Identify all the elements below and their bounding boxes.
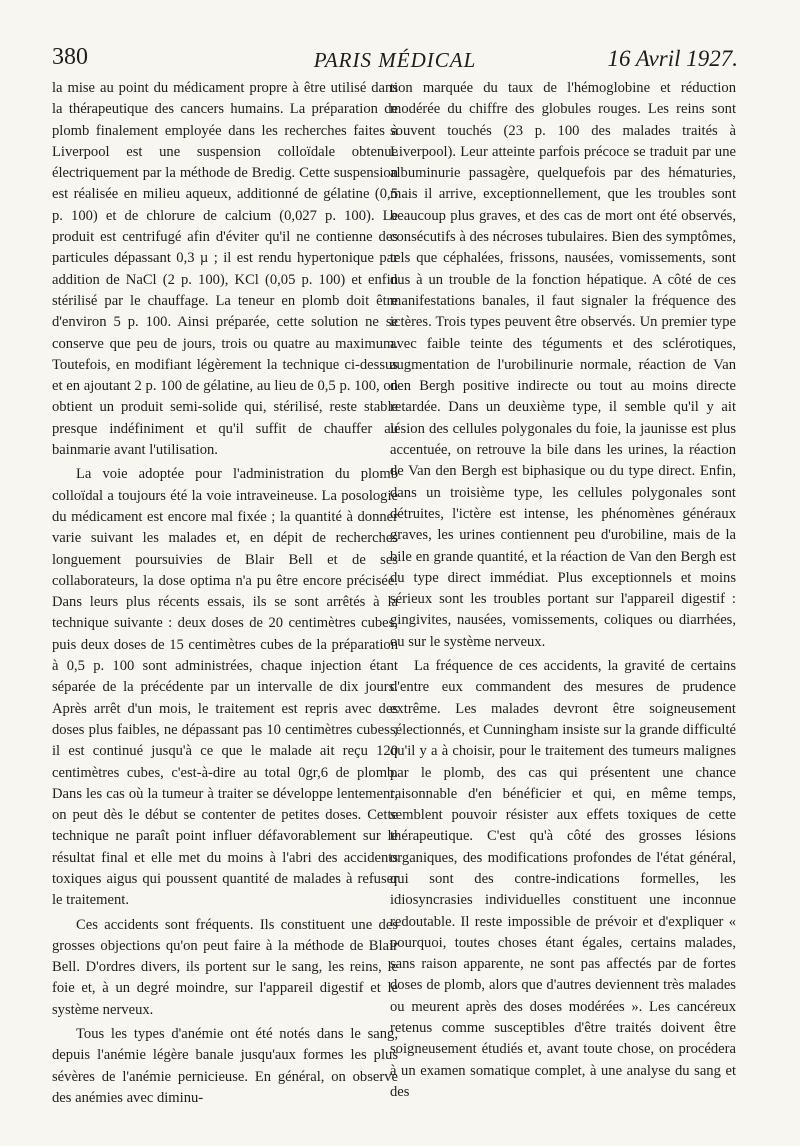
page-number: 380	[52, 44, 88, 70]
page-header	[52, 44, 738, 78]
paragraph: Ces accidents sont fréquents. Ils constituent une des grosses objections qu'on peut faire à la méthode de Blair Bell. D'ordres divers, ils portent sur le sang, les reins, le foie et, à un degré moindre, sur l'appareil digestif et le système nerveux.	[52, 916, 398, 1018]
paragraph: la mise au point du médicament propre à être utilisé dans la thérapeutique des cancers humains. La préparation de plomb finalement employée dans les recherches faites à Liverpool est une suspension colloïdale obtenue électriquement par la méthode de Bredig. Cette suspension est réalisée en milieu aqueux, additionné de gélatine (0,5 p. 100) et de chlorure de calcium (0,027 p. 100). Le produit est centrifugé afin d'éviter qu'il ne contienne des particules dépassant 0,3 µ ; il est rendu hypertonique par addition de NaCl (2 p. 100), KCl (0,05 p. 100) et enfin stérilisé par le chauffage. La teneur en plomb doit être d'environ 5 p. 100. Ainsi préparée, cette solution ne se conserve que peu de jours, trois ou quatre au maximum. Toutefois, en modifiant légèrement la technique ci-dessus et en ajoutant 2 p. 100 de gélatine, au lieu de 0,5 p. 100, on obtient un produit semi-solide qui, stérilisé, reste stable presque indéfiniment et qu'il suffit de chauffer au bainmarie avant l'utilisation.	[52, 80, 398, 459]
paragraph: Tous les types d'anémie ont été notés dans le sang, depuis l'anémie légère banale jusqu'aux formes les plus sévères de l'anémie pernicieuse. En général, on observe des anémies avec diminu-	[52, 1026, 398, 1106]
right-column	[390, 78, 736, 1103]
running-title: PARIS MÉDICAL	[313, 48, 477, 72]
left-column	[52, 78, 398, 1109]
issue-date: 16 Avril 1927.	[607, 46, 738, 71]
paragraph: La voie adoptée pour l'administration du plomb colloïdal a toujours été la voie intraveineuse. La posologie du médicament est encore mal fixée ; la quantité à donner varie suivant les malades et, en dépit de recherches longuement poursuivies de Blair Bell et de ses collaborateurs, la dose optima n'a pu être encore précisée. Dans leurs plus récents essais, ils se sont arrêtés à la technique suivante : deux doses de 20 centimètres cubes, puis deux doses de 15 centimètres cubes de la préparation à 0,5 p. 100 sont administrées, chaque injection étant séparée de la précédente par un intervalle de dix jours. Après arrêt d'un mois, le traitement est repris avec des doses plus faibles, ne dépassant pas 10 centimètres cubes ; il est continué jusqu'à ce que le malade ait reçu 120 centimètres cubes, c'est-à-dire au total 0gr,6 de plomb. Dans les cas où la tumeur à traiter se développe lentement, on peut dès le début se contenter de petites doses. Cette technique ne paraît point influer défavorablement sur le résultat final et elle met du moins à l'abri des accidents toxiques aigus qui poussent quantité de malades à refuser le traitement.	[52, 466, 398, 909]
paragraph: La fréquence de ces accidents, la gravité de certains d'entre eux commandent des mesures de prudence extrême. Les malades devront être soigneusement sélectionnés, et Cunningham insiste sur la grande difficulté qu'il y a à choisir, pour le traitement des tumeurs malignes par le plomb, des cas qui présentent une chance raisonnable d'en bénéficier et qui, en même temps, semblent pouvoir résister aux effets toxiques de cette thérapeutique. C'est qu'à côté des grosses lésions organiques, des modifications profondes de l'état général, qui sont des contre-indications formelles, les idiosyncrasies individuelles constituent une inconnue redoutable. Il reste impossible de prévoir et d'expliquer « pourquoi, toutes choses étant égales, certains malades, sans raison apparente, ne sont pas affectés par de fortes doses de plomb, alors que d'autres deviennent très malades ou meurent après des doses modérées ». Les cancéreux retenus comme susceptibles d'être traités doivent être soigneusement étudiés et, avant toute chose, on procédera à un examen somatique complet, à une analyse du sang et des	[390, 658, 736, 1100]
paragraph: tion marquée du taux de l'hémoglobine et réduction modérée du chiffre des globules rouges. Les reins sont souvent touchés (23 p. 100 des malades traités à Liverpool). Leur atteinte parfois précoce se traduit par une albuminurie passagère, quelquefois par des hématuries, mais il arrive, exceptionnellement, que les troubles sont beaucoup plus graves, et des cas de mort ont été observés, consécutifs à des nécroses tubulaires. Bien des symptômes, tels que céphalées, frissons, nausées, vomissements, sont dus à un trouble de la fonction hépatique. A côté de ces manifestations banales, il faut signaler la fréquence des ictères. Trois types peuvent être observés. Un premier type avec faible teinte des téguments et des sclérotiques, augmentation de l'urobilinurie normale, réaction de Van den Bergh positive indirecte ou tout au moins directe retardée. Dans un deuxième type, il semble qu'il y ait lésion des cellules polygonales du foie, la jaunisse est plus accentuée, on retrouve la bile dans les urines, la réaction de Van den Bergh est biphasique ou du type direct. Enfin, dans un troisième type, les cellules polygonales sont détruites, l'ictère est intense, les phénomènes généraux graves, les urines contiennent peu d'urobiline, mais de la bile en grande quantité, et la réaction de Van den Bergh est du type direct immédiat. Plus exceptionnels et moins sérieux sont les troubles portant sur l'appareil digestif : gingivites, nausées, vomissements, coliques ou diarrhées, ou sur le système nerveux.	[390, 80, 736, 650]
